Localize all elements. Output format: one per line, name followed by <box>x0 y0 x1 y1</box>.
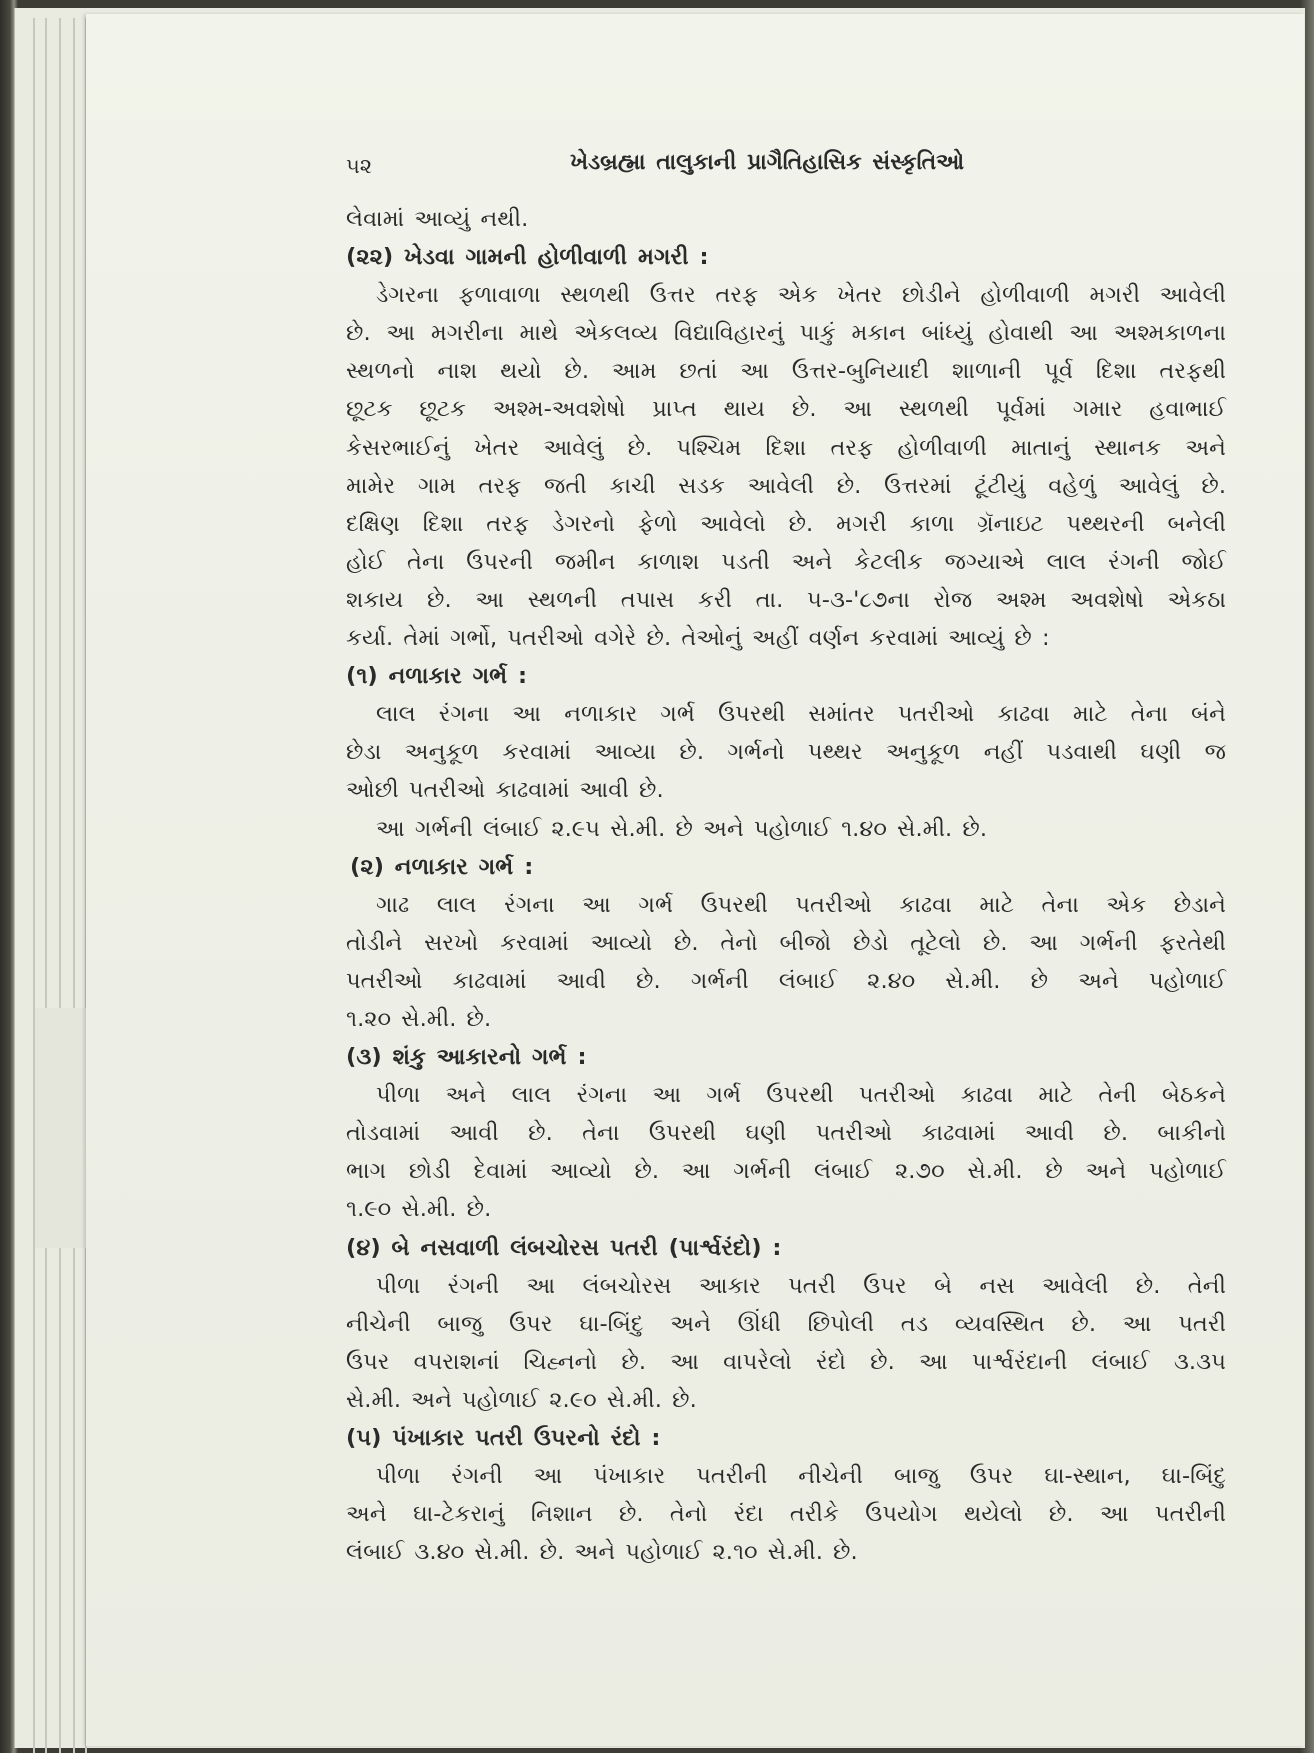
text-line: છે. આ મગરીના માથે એકલવ્ય વિદ્યાવિહારનું પાકું મકાન બાંધ્યું હોવાથી આ અશ્મકાળના <box>346 320 1226 347</box>
page-edge <box>33 18 35 1753</box>
running-title: ખેડબ્રહ્મા તાલુકાની પ્રાગૈતિહાસિક સંસ્કૃતિઓ <box>570 150 965 175</box>
text-line: નીચેની બાજુ ઉપર ઘા-બિંદુ અને ઊંધી છિપોલી તડ વ્યવસ્થિત છે. આ પતરી <box>346 1310 1226 1337</box>
text-line: પીળા અને લાલ રંગના આ ગર્ભ ઉપરથી પતરીઓ કાઢવા માટે તેની બેઠકને <box>376 1082 1226 1109</box>
text-line: લાલ રંગના આ નળાકાર ગર્ભ ઉપરથી સમાંતર પતરીઓ કાઢવા માટે તેના બંને <box>376 701 1226 728</box>
subheading-5: (૫) પંખાકાર પતરી ઉપરનો રંદો : <box>346 1425 661 1451</box>
text-line: ડેગરના ફળાવાળા સ્થળથી ઉત્તર તરફ એક ખેતર છોડીને હોળીવાળી મગરી આવેલી <box>376 282 1226 309</box>
text-line: મામેર ગામ તરફ જતી કાચી સડક આવેલી છે. ઉત્તરમાં ટૂંટીયું વહેળું આવેલું છે. <box>346 472 1226 499</box>
text-line: શકાય છે. આ સ્થળની તપાસ કરી તા. ૫-૩-'૮૭ના રોજ અશ્મ અવશેષો એકઠા <box>346 586 1226 613</box>
text-line: પીળા રંગની આ લંબચોરસ આકાર પતરી ઉપર બે નસ આવેલી છે. તેની <box>376 1272 1226 1299</box>
text-line: લંબાઈ ૩.૪૦ સે.મી. છે. અને પહોળાઈ ૨.૧૦ સે.મી. છે. <box>346 1539 858 1566</box>
text-line: છૂટક છૂટક અશ્મ-અવશેષો પ્રાપ્ત થાય છે. આ સ્થળથી પૂર્વમાં ગમાર હવાભાઈ <box>346 396 1226 423</box>
text-line: પીળા રંગની આ પંખાકાર પતરીની નીચેની બાજુ ઉપર ઘા-સ્થાન, ઘા-બિંદુ <box>376 1463 1226 1490</box>
text-line: આ ગર્ભની લંબાઈ ૨.૯૫ સે.મી. છે અને પહોળાઈ ૧.૪૦ સે.મી. છે. <box>376 815 988 842</box>
page-header <box>346 150 1226 186</box>
text-line: પતરીઓ કાઢવામાં આવી છે. ગર્ભની લંબાઈ ૨.૪૦ સે.મી. છે અને પહોળાઈ <box>346 967 1226 994</box>
page-edge <box>59 18 61 1753</box>
text-line: કેસરભાઈનું ખેતર આવેલું છે. પશ્ચિમ દિશા તરફ હોળીવાળી માતાનું સ્થાનક અને <box>346 434 1226 461</box>
text-line: તોડવામાં આવી છે. તેના ઉપરથી ઘણી પતરીઓ કાઢવામાં આવી છે. બાકીનો <box>346 1120 1226 1147</box>
text-line: તોડીને સરખો કરવામાં આવ્યો છે. તેનો બીજો છેડો તૂટેલો છે. આ ગર્ભની ફરતેથી <box>346 929 1226 956</box>
subheading-2: (૨) નળાકાર ગર્ભ : <box>350 853 534 880</box>
subheading-3: (૩) શંકુ આકારનો ગર્ભ : <box>346 1044 587 1071</box>
text-line: ગાઢ લાલ રંગના આ ગર્ભ ઉપરથી પતરીઓ કાઢવા માટે તેના એક છેડાને <box>376 891 1226 918</box>
text-line: કર્યા. તેમાં ગર્ભો, પતરીઓ વગેરે છે. તેઓનું અહીં વર્ણન કરવામાં આવ્યું છે : <box>346 625 1050 652</box>
page-number: ૫૨ <box>346 154 373 178</box>
section-heading-22: (૨૨) ખેડવા ગામની હોળીવાળી મગરી : <box>346 244 709 271</box>
text-line: ૧.૨૦ સે.મી. છે. <box>346 1005 492 1032</box>
subheading-4: (૪) બે નસવાળી લંબચોરસ પતરી (પાર્શ્વરંદો) : <box>346 1234 782 1261</box>
text-line: સ્થળનો નાશ થયો છે. આમ છતાં આ ઉત્તર-બુનિયાદી શાળાની પૂર્વ દિશા તરફથી <box>346 358 1226 385</box>
text-line: ભાગ છોડી દેવામાં આવ્યો છે. આ ગર્ભની લંબાઈ ૨.૭૦ સે.મી. છે અને પહોળાઈ <box>346 1158 1226 1185</box>
page-edge <box>45 18 47 1753</box>
text-line: દક્ષિણ દિશા તરફ ડેગરનો ફેળો આવેલો છે. મગરી કાળા ગ્રૅનાઇટ પથ્થરની બનેલી <box>346 510 1226 537</box>
page-edge <box>73 18 75 1753</box>
text-line: ઓછી પતરીઓ કાઢવામાં આવી છે. <box>346 777 664 804</box>
text-line: અને ઘા-ટેકરાનું નિશાન છે. તેનો રંદા તરીકે ઉપયોગ થયેલો છે. આ પતરીની <box>346 1501 1226 1528</box>
text-line: ઉપર વપરાશનાં ચિહ્નનો છે. આ વાપરેલો રંદો છે. આ પાર્શ્વરંદાની લંબાઈ ૩.૩૫ <box>346 1348 1226 1375</box>
page-content <box>346 150 1226 1571</box>
text-line: સે.મી. અને પહોળાઈ ૨.૯૦ સે.મી. છે. <box>346 1386 697 1413</box>
subheading-1: (૧) નળાકાર ગર્ભ : <box>346 663 528 690</box>
text-line: હોઈ તેના ઉપરની જમીન કાળાશ પડતી અને કેટલીક જગ્યાએ લાલ રંગની જોઈ <box>346 548 1226 575</box>
text-line: લેવામાં આવ્યું નથી. <box>346 206 529 232</box>
text-line: ૧.૯૦ સે.મી. છે. <box>346 1196 492 1223</box>
text-line: છેડા અનુકૂળ કરવામાં આવ્યા છે. ગર્ભનો પથ્થર અનુકૂળ નહીં પડવાથી ઘણી જ <box>346 739 1226 766</box>
